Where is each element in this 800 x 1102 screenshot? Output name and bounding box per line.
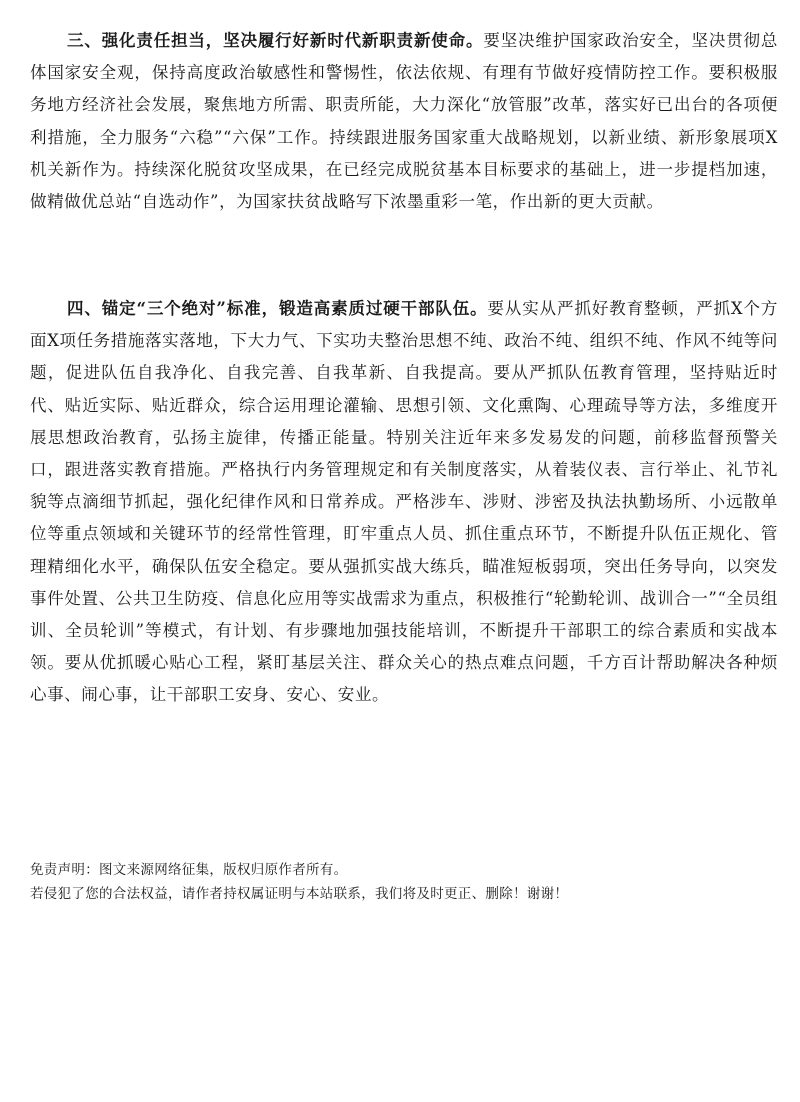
disclaimer	[30, 858, 770, 906]
section-paragraph-4	[30, 293, 778, 712]
section-heading-4: 四、锚定“三个绝对”标准，锻造高素质过硬干部队伍。	[67, 299, 488, 318]
section-paragraph-3	[30, 25, 778, 218]
disclaimer-line-2: 若侵犯了您的合法权益，请作者持权属证明与本站联系，我们将及时更正、删除！谢谢！	[30, 886, 569, 902]
section-heading-3: 三、强化责任担当，坚决履行好新时代新职责新使命。	[67, 31, 484, 50]
section-body-3: 要坚决维护国家政治安全，坚决贯彻总体国家安全观，保持高度政治敏感性和警惕性，依法依规、有理有节做好疫情防控工作。要积极服务地方经济社会发展，聚焦地方所需、职责所能，大力深化“放管服”改革，落实好已出台的各项便利措施，全力服务“六稳”“六保”工作。持续跟进服务国家重大战略规划，以新业绩、新形象展项X机关新作为。持续深化脱贫攻坚成果，在已经完成脱贫基本目标要求的基础上，进一步提档加速，做精做优总站“自选动作”，为国家扶贫战略写下浓墨重彩一笔，作出新的更大贡献。	[30, 31, 779, 212]
disclaimer-line-1: 免责声明：图文来源网络征集，版权归原作者所有。	[30, 862, 348, 878]
section-body-4: 要从实从严抓好教育整顿，严抓X个方面X项任务措施落实落地，下大力气、下实功夫整治思想不纯、政治不纯、组织不纯、作风不纯等问题，促进队伍自我净化、自我完善、自我革新、自我提高。要从严抓队伍教育管理，坚持贴近时代、贴近实际、贴近群众，综合运用理论灌输、思想引领、文化熏陶、心理疏导等方法，多维度开展思想政治教育，弘扬主旋律，传播正能量。特别关注近年来多发易发的问题，前移监督预警关口，跟进落实教育措施。严格执行内务管理规定和有关制度落实，从着装仪表、言行举止、礼节礼貌等点滴细节抓起，强化纪律作风和日常养成。严格涉车、涉财、涉密及执法执勤场所、小远散单位等重点领域和关键环节的经常性管理，盯牢重点人员、抓住重点环节，不断提升队伍正规化、管理精细化水平，确保队伍安全稳定。要从强抓实战大练兵，瞄准短板弱项，突出任务导向，以突发事件处置、公共卫生防疫、信息化应用等实战需求为重点，积极推行“轮勤轮训、战训合一”“全员组训、全员轮训”等模式，有计划、有步骤地加强技能培训，不断提升干部职工的综合素质和实战本领。要从优抓暖心贴心工程，紧盯基层关注、群众关心的热点难点问题，千方百计帮助解决各种烦心事、闹心事，让干部职工安身、安心、安业。	[30, 299, 778, 705]
